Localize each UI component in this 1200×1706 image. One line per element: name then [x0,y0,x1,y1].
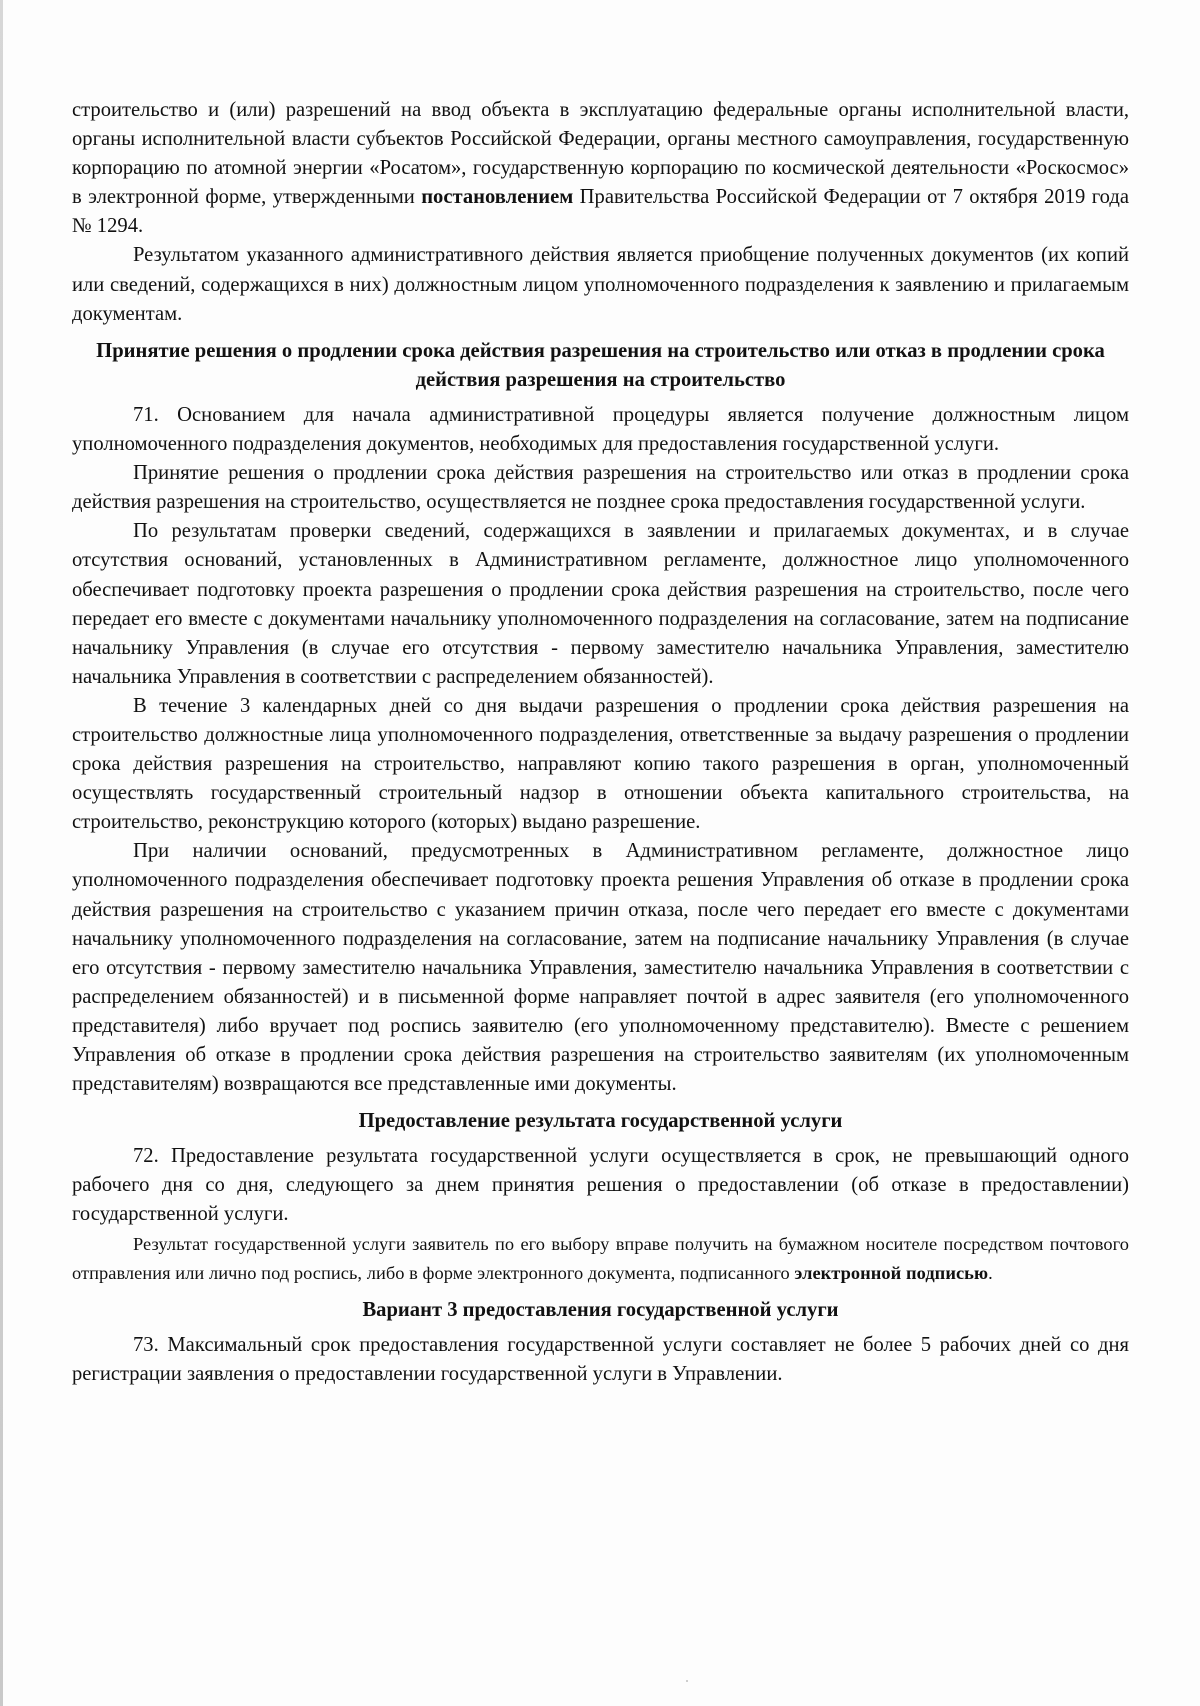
paragraph-result: Результатом указанного административного действия является приобщение полученных документов (их копий или сведений, содержащихся в них) должностным лицом уполномоченного подразделения к заявлению и прилагаемым документам. [72,244,1129,325]
bold-term-signature: электронной подписью [794,1262,989,1283]
paragraph-text: . [988,1262,993,1283]
paragraph-verification: По результатам проверки сведений, содержащихся в заявлении и прилагаемых документах, и в случае отсутствия оснований, установленных в Административном регламенте, должностное лицо уполномоченного обеспечивает подготовку проекта разрешения о продлении срока действия разрешения на строительство, после чего передает его вместе с документами начальнику уполномоченного подразделения на согласование, затем на подписание начальнику Управления (в случае его отсутствия - первому заместителю начальника Управления, заместителю начальника Управления в соответствии с распределением обязанностей). [72,520,1129,688]
paragraph-text: Результат государственной услуги заявитель по его выбору вправе получить на бумажном носителе посредством почтового отправления или лично под роспись, либо в форме электронного документа, подписанного [72,1233,1129,1283]
bold-term-postanovlenie: постановлением [421,186,574,209]
paragraph-72: 72. Предоставление результата государственной услуги осуществляется в срок, не превышающий одного рабочего дня со дня, следующего за днем принятия решения о предоставлении (об отказе в предоставлении) государственной услуги. [72,1145,1129,1226]
paragraph-71: 71. Основанием для начала административной процедуры является получение должностным лицом уполномоченного подразделения документов, необходимых для предоставления государственной услуги. [72,403,1129,456]
scan-speck [686,1680,688,1682]
section-heading-result: Предоставление результата государственной услуги [358,1110,843,1133]
paragraph-text: Правительства Российской Федерации от 7 октября 2019 года № 1294. [72,186,1129,238]
section-heading-decision: Принятие решения о продлении срока действия разрешения на строительство или отказ в продлении срока действия разрешения на строительство [96,339,1105,391]
section-heading-variant-3: Вариант 3 предоставления государственной услуги [362,1298,839,1321]
paragraph-copy-sending: В течение 3 календарных дней со дня выдачи разрешения о продлении срока действия разрешения на строительство должностные лица уполномоченного подразделения, ответственные за выдачу разрешения о продлении срока действия разрешения на строительство, направляют копию такого разрешения в орган, уполномоченный осуществлять государственный строительный надзор в отношении объекта капитального строительства, на строительство, реконструкцию которого (которых) выдано разрешение. [72,694,1129,834]
paragraph-continuation [72,96,1129,241]
paragraph-decision-deadline: Принятие решения о продлении срока действия разрешения на строительство или отказ в продлении срока действия разрешения на строительство, осуществляется не позднее срока предоставления государственной услуги. [72,462,1129,514]
paragraph-result-delivery [72,1230,1129,1288]
paragraph-refusal: При наличии оснований, предусмотренных в Административном регламенте, должностное лицо уполномоченного подразделения обеспечивает подготовку проекта решения Управления об отказе в продлении срока действия разрешения на строительство с указанием причин отказа, после чего передает его вместе с документами начальнику уполномоченного подразделения на согласование, затем на подписание начальнику Управления (в случае его отсутствия - первому заместителю начальника Управления, заместителю начальника Управления в соответствии с распределением обязанностей) и в письменной форме направляет почтой в адрес заявителя (его уполномоченного представителя) либо вручает под роспись заявителю (его уполномоченному представителю). Вместе с решением Управления об отказе в продлении срока действия разрешения на строительство заявителям (их уполномоченным представителям) возвращаются все представленные ими документы. [72,840,1129,1096]
paragraph-text: строительство и (или) разрешений на ввод объекта в эксплуатацию федеральные органы исполнительной власти, органы исполнительной власти субъектов Российской Федерации, органы местного самоуправления, государственную корпорацию по атомной энергии «Росатом», государственную корпорацию по космической деятельности «Роскосмос» в электронной форме, утвержденными [72,99,1129,209]
document-body [72,96,1129,1389]
paragraph-73: 73. Максимальный срок предоставления государственной услуги составляет не более 5 рабочих дней со дня регистрации заявления о предоставлении государственной услуги в Управлении. [72,1333,1129,1385]
scan-edge [0,0,3,1706]
